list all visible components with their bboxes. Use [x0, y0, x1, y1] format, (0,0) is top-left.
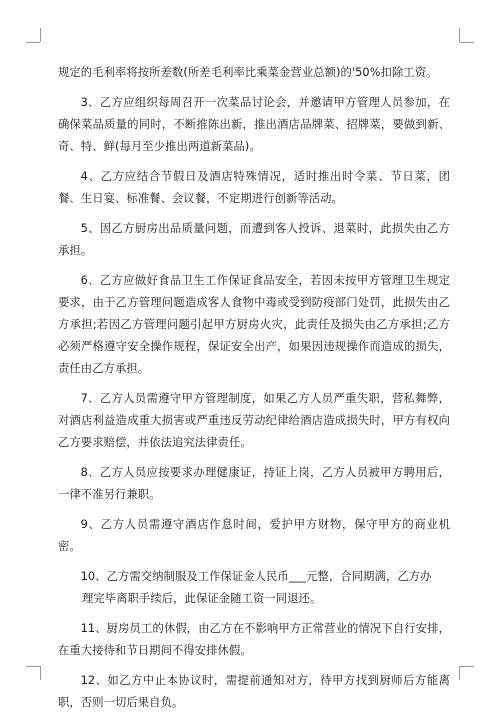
- crop-mark-bottom-right-vertical: [459, 666, 460, 680]
- crop-mark-top-right-horizontal: [460, 42, 474, 43]
- paragraph-clause-10: 10、乙方需交纳制服及工作保证金人民币___元整，合同期满，乙方办: [80, 570, 432, 583]
- paragraph-clause-11: 11、厨房员工的休假，由乙方在不影响甲方正常营业的情况下自行安排，在重大接待和节日期间不得安排休假。: [58, 622, 450, 657]
- paragraph-clause-10-continuation: 理完毕离职手续后，此保证金随工资一同退还。: [82, 592, 322, 605]
- paragraph-continuation-profit: 规定的毛利率将按所差数(所差毛利率比乘菜金营业总额)的'50%扣除工资。: [58, 66, 438, 79]
- crop-mark-top-left-horizontal: [26, 42, 40, 43]
- paragraph-clause-3: 3、乙方应组织每周召开一次菜品讨论会，并邀请甲方管理人员参加，在确保菜品质量的同时，不断推陈出新，推出酒店品牌菜、招牌菜，要做到新、奇、特、鲜(每月至少推出两道新菜品)。: [58, 96, 450, 153]
- crop-mark-bottom-right-horizontal: [460, 666, 474, 667]
- paragraph-clause-8: 8、乙方人员应按要求办理健康证，持证上岗，乙方人员被甲方聘用后，一律不准另行兼职。: [58, 466, 450, 501]
- paragraph-clause-7: 7、乙方人员需遵守甲方管理制度，如果乙方人员严重失职，营私舞弊，对酒店利益造成重大损害或严重违反劳动纪律给酒店造成损失时，甲方有权向乙方要求赔偿，并依法追究法律责任。: [58, 392, 450, 449]
- crop-mark-top-left-vertical: [40, 28, 41, 42]
- crop-mark-top-right-vertical: [459, 28, 460, 42]
- paragraph-clause-4: 4、乙方应结合节假日及酒店特殊情况，适时推出时令菜、节日菜，团餐、生日宴、标准餐、会议餐，不定期进行创新等活动。: [58, 170, 450, 205]
- paragraph-clause-9: 9、乙方人员需遵守酒店作息时间，爱护甲方财物，保守甲方的商业机密。: [58, 518, 450, 553]
- document-body: [58, 62, 450, 722]
- paragraph-clause-6: 6、乙方应做好食品卫生工作保证食品安全，若因未按甲方管理卫生规定要求，由于乙方管理问题造成客人食物中毒或受到防疫部门处罚，此损失由乙方承担;若因乙方管理问题引起甲方厨房火灾，此责任及损失由乙方承担;乙方必须严格遵守安全操作规程，保证安全出产，如果因违规操作而造成的损失，责任由乙方承担。: [58, 274, 450, 375]
- paragraph-clause-12: 12、如乙方中止本协议时，需提前通知对方，待甲方找到厨师后方能离职，否则一切后果自负。: [58, 674, 450, 709]
- crop-mark-bottom-left-vertical: [40, 666, 41, 680]
- crop-mark-bottom-left-horizontal: [26, 666, 40, 667]
- paragraph-clause-5: 5、因乙方厨房出品质量问题，而遭到客人投诉、退菜时，此损失由乙方承担。: [58, 222, 450, 257]
